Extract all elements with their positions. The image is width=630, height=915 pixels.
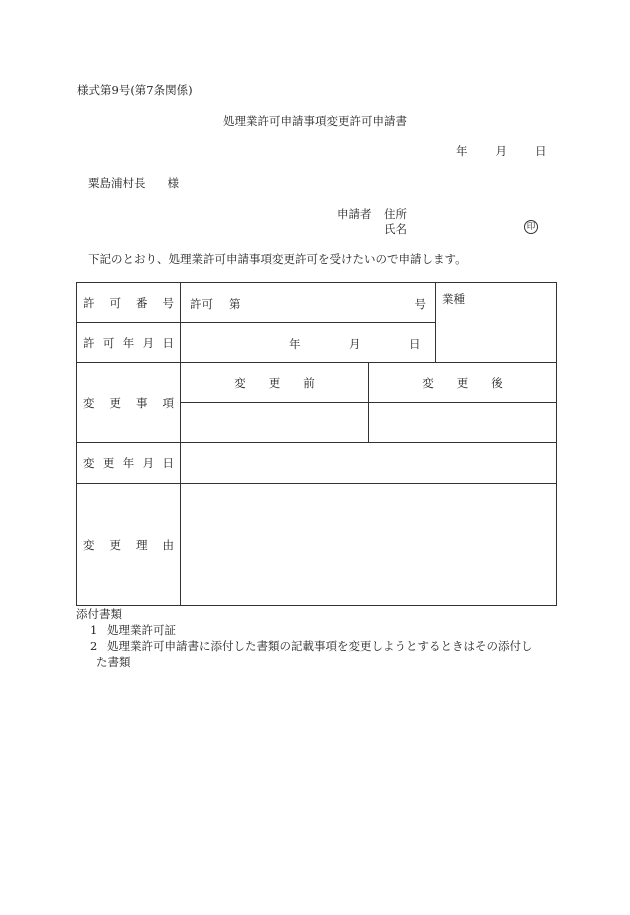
change-items-label: 変更事項 bbox=[77, 363, 181, 443]
permit-number-label: 許可番号 bbox=[77, 283, 181, 323]
address-label: 住所 bbox=[384, 207, 407, 221]
industry-field[interactable] bbox=[436, 283, 557, 363]
seal-mark: 印 bbox=[524, 220, 538, 234]
permit-prefix: 許可 bbox=[190, 297, 213, 311]
attachment-text: 処理業許可証 bbox=[107, 623, 176, 637]
application-date bbox=[456, 144, 547, 158]
permit-go: 号 bbox=[414, 297, 426, 311]
change-date-field[interactable] bbox=[181, 443, 557, 484]
permit-date-month: 月 bbox=[349, 337, 361, 351]
addressee-honorific: 様 bbox=[167, 176, 179, 190]
name-label: 氏名 bbox=[384, 222, 407, 236]
date-day: 日 bbox=[535, 144, 547, 158]
date-year: 年 bbox=[456, 144, 468, 158]
attachment-item bbox=[90, 623, 176, 637]
before-header: 変 更 前 bbox=[181, 363, 369, 403]
industry-label: 業種 bbox=[442, 292, 465, 306]
attachment-number: 2 bbox=[90, 639, 98, 653]
attachment-item bbox=[90, 639, 533, 653]
attachment-text-continued: た書類 bbox=[96, 655, 131, 669]
document-title: 処理業許可申請事項変更許可申請書 bbox=[223, 114, 407, 128]
permit-date-year: 年 bbox=[289, 337, 301, 351]
permit-number-field[interactable] bbox=[181, 283, 436, 323]
permit-date-field[interactable] bbox=[181, 323, 436, 363]
attachments-heading: 添付書類 bbox=[76, 607, 122, 621]
change-date-label: 変更年月日 bbox=[77, 443, 181, 484]
change-reason-label: 変更理由 bbox=[77, 484, 181, 606]
attachment-number: 1 bbox=[90, 623, 98, 637]
addressee-name: 粟島浦村長 bbox=[88, 176, 146, 190]
before-field[interactable] bbox=[181, 403, 369, 443]
after-header: 変 更 後 bbox=[369, 363, 557, 403]
date-month: 月 bbox=[495, 144, 507, 158]
applicant-label: 申請者 bbox=[337, 207, 372, 221]
permit-date-day: 日 bbox=[409, 337, 421, 351]
change-reason-field[interactable] bbox=[181, 484, 557, 606]
intro-text: 下記のとおり、処理業許可申請事項変更許可を受けたいので申請します。 bbox=[88, 252, 467, 266]
application-table bbox=[76, 282, 557, 606]
permit-date-label: 許可年月日 bbox=[77, 323, 181, 363]
attachment-text: 処理業許可申請書に添付した書類の記載事項を変更しようとするときはその添付し bbox=[107, 639, 533, 653]
addressee bbox=[88, 176, 179, 190]
permit-dai: 第 bbox=[229, 297, 241, 311]
form-number: 様式第9号(第7条関係) bbox=[77, 83, 193, 97]
after-field[interactable] bbox=[369, 403, 557, 443]
